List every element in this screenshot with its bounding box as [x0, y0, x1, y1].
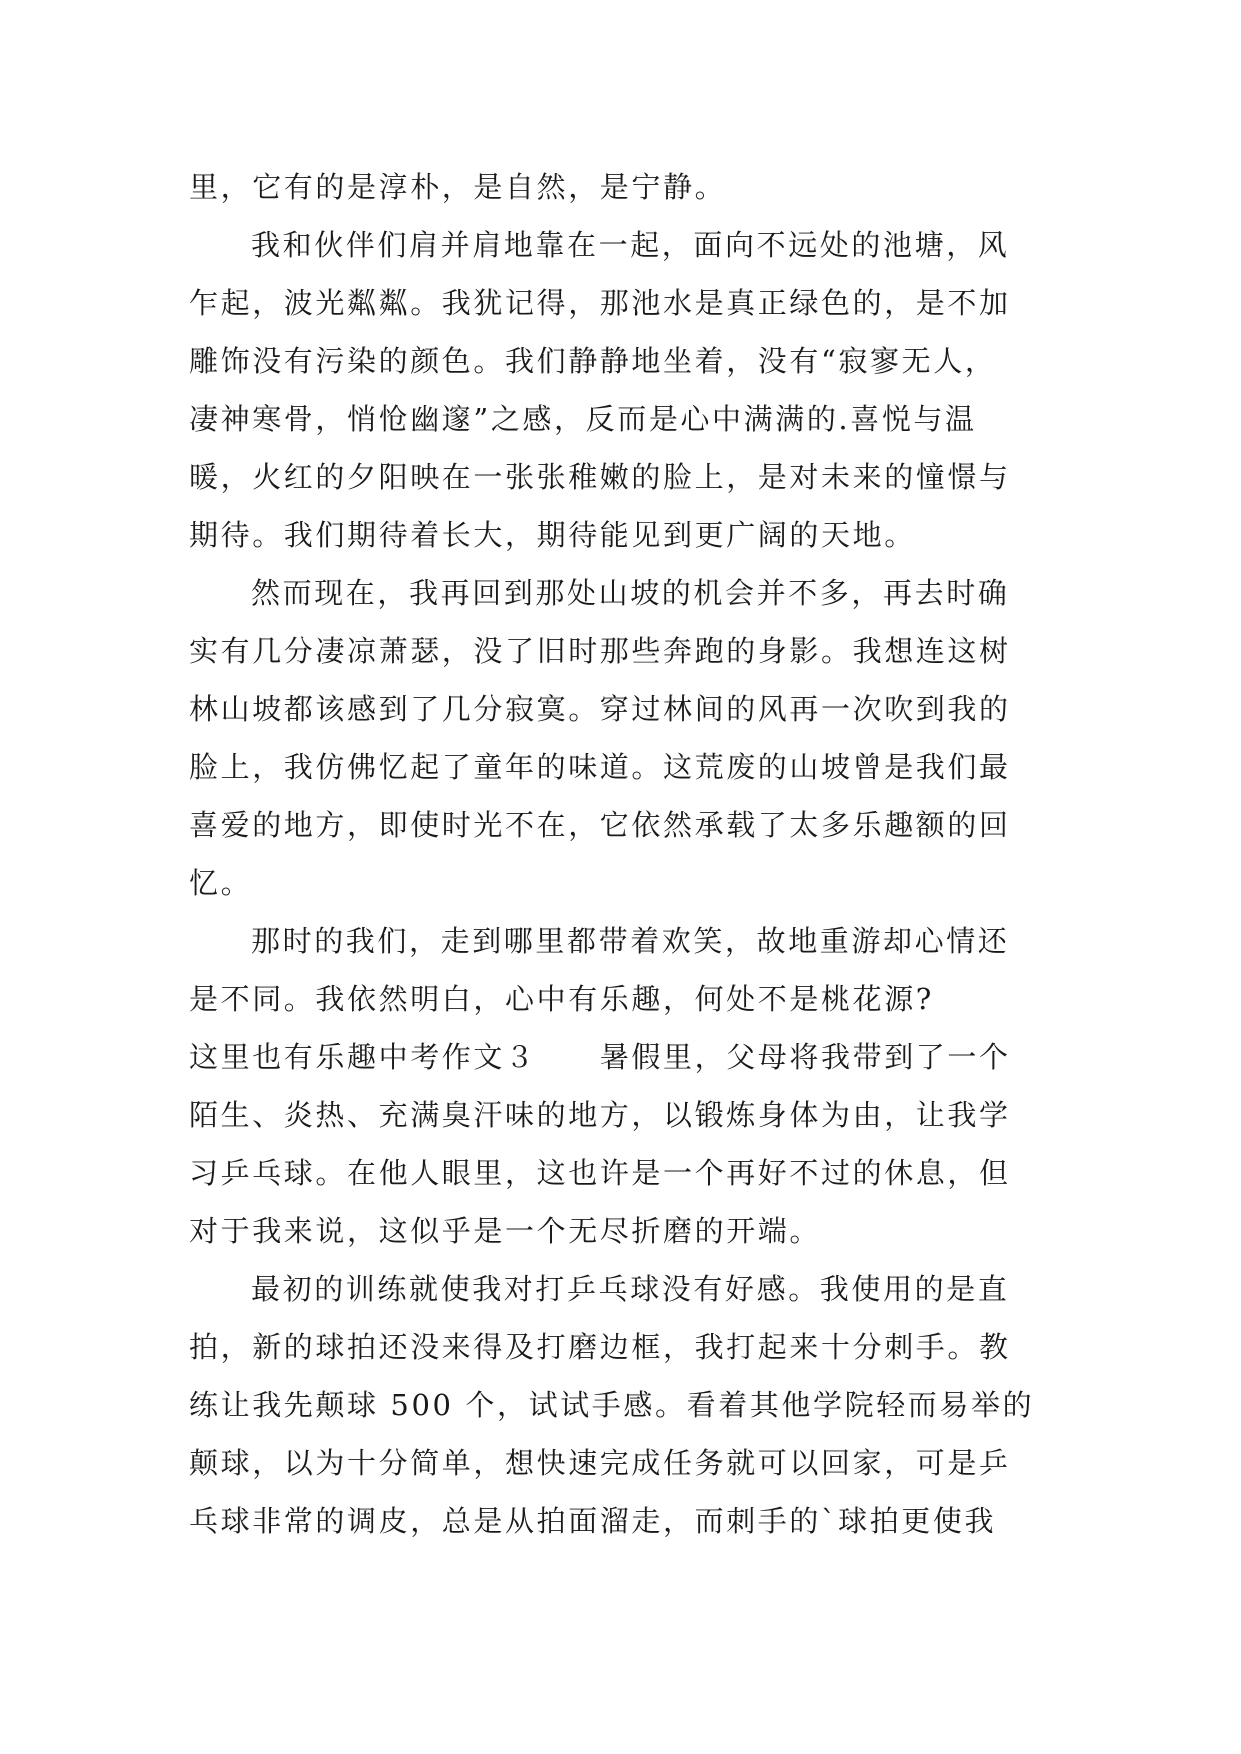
text-line: 暖，火红的夕阳映在一张张稚嫩的脸上，是对未来的憧憬与	[189, 460, 1011, 494]
text-line: 拍，新的球拍还没来得及打磨边框，我打起来十分刺手。教	[189, 1330, 1011, 1364]
text-line: 雕饰没有污染的颜色。我们静静地坐着，没有“寂寥无人，	[189, 344, 997, 378]
text-line: 这里也有乐趣中考作文３ 暑假里，父母将我带到了一个	[189, 1040, 1011, 1074]
text-line: 是不同。我依然明白，心中有乐趣，何处不是桃花源?	[189, 982, 934, 1016]
text-line: 习乒乓球。在他人眼里，这也许是一个再好不过的休息，但	[189, 1156, 1011, 1190]
text-line: 然而现在，我再回到那处山坡的机会并不多，再去时确	[251, 576, 1010, 610]
text-line: 喜爱的地方，即使时光不在，它依然承载了太多乐趣额的回	[189, 808, 1011, 842]
text-line: 最初的训练就使我对打乒乓球没有好感。我使用的是直	[251, 1272, 1010, 1306]
text-line: 里，它有的是淳朴，是自然，是宁静。	[189, 170, 727, 204]
text-line: 那时的我们，走到哪里都带着欢笑，故地重游却心情还	[251, 924, 1010, 958]
text-line: 我和伙伴们肩并肩地靠在一起，面向不远处的池塘，风	[251, 228, 1010, 262]
text-line: 陌生、炎热、充满臭汗味的地方，以锻炼身体为由，让我学	[189, 1098, 1011, 1132]
text-line: 颠球，以为十分简单，想快速完成任务就可以回家，可是乒	[189, 1446, 1011, 1480]
text-line: 实有几分凄凉萧瑟，没了旧时那些奔跑的身影。我想连这树	[189, 634, 1011, 668]
text-line: 林山坡都该感到了几分寂寞。穿过林间的风再一次吹到我的	[189, 692, 1011, 726]
text-line: 乍起，波光粼粼。我犹记得，那池水是真正绿色的，是不加	[189, 286, 1011, 320]
essay-body	[189, 158, 1059, 1550]
text-line: 期待。我们期待着长大，期待能见到更广阔的天地。	[189, 518, 916, 552]
text-line: 乓球非常的调皮，总是从拍面溜走，而刺手的`球拍更使我	[189, 1504, 997, 1538]
text-line: 脸上，我仿佛忆起了童年的味道。这荒废的山坡曾是我们最	[189, 750, 1011, 784]
text-line: 凄神寒骨，悄怆幽邃”之感，反而是心中满满的.喜悦与温	[189, 402, 977, 436]
text-line: 忆。	[189, 866, 253, 900]
text-line: 练让我先颠球 500 个，试试手感。看着其他学院轻而易举的	[189, 1388, 1035, 1422]
text-line: 对于我来说，这似乎是一个无尽折磨的开端。	[189, 1214, 822, 1248]
